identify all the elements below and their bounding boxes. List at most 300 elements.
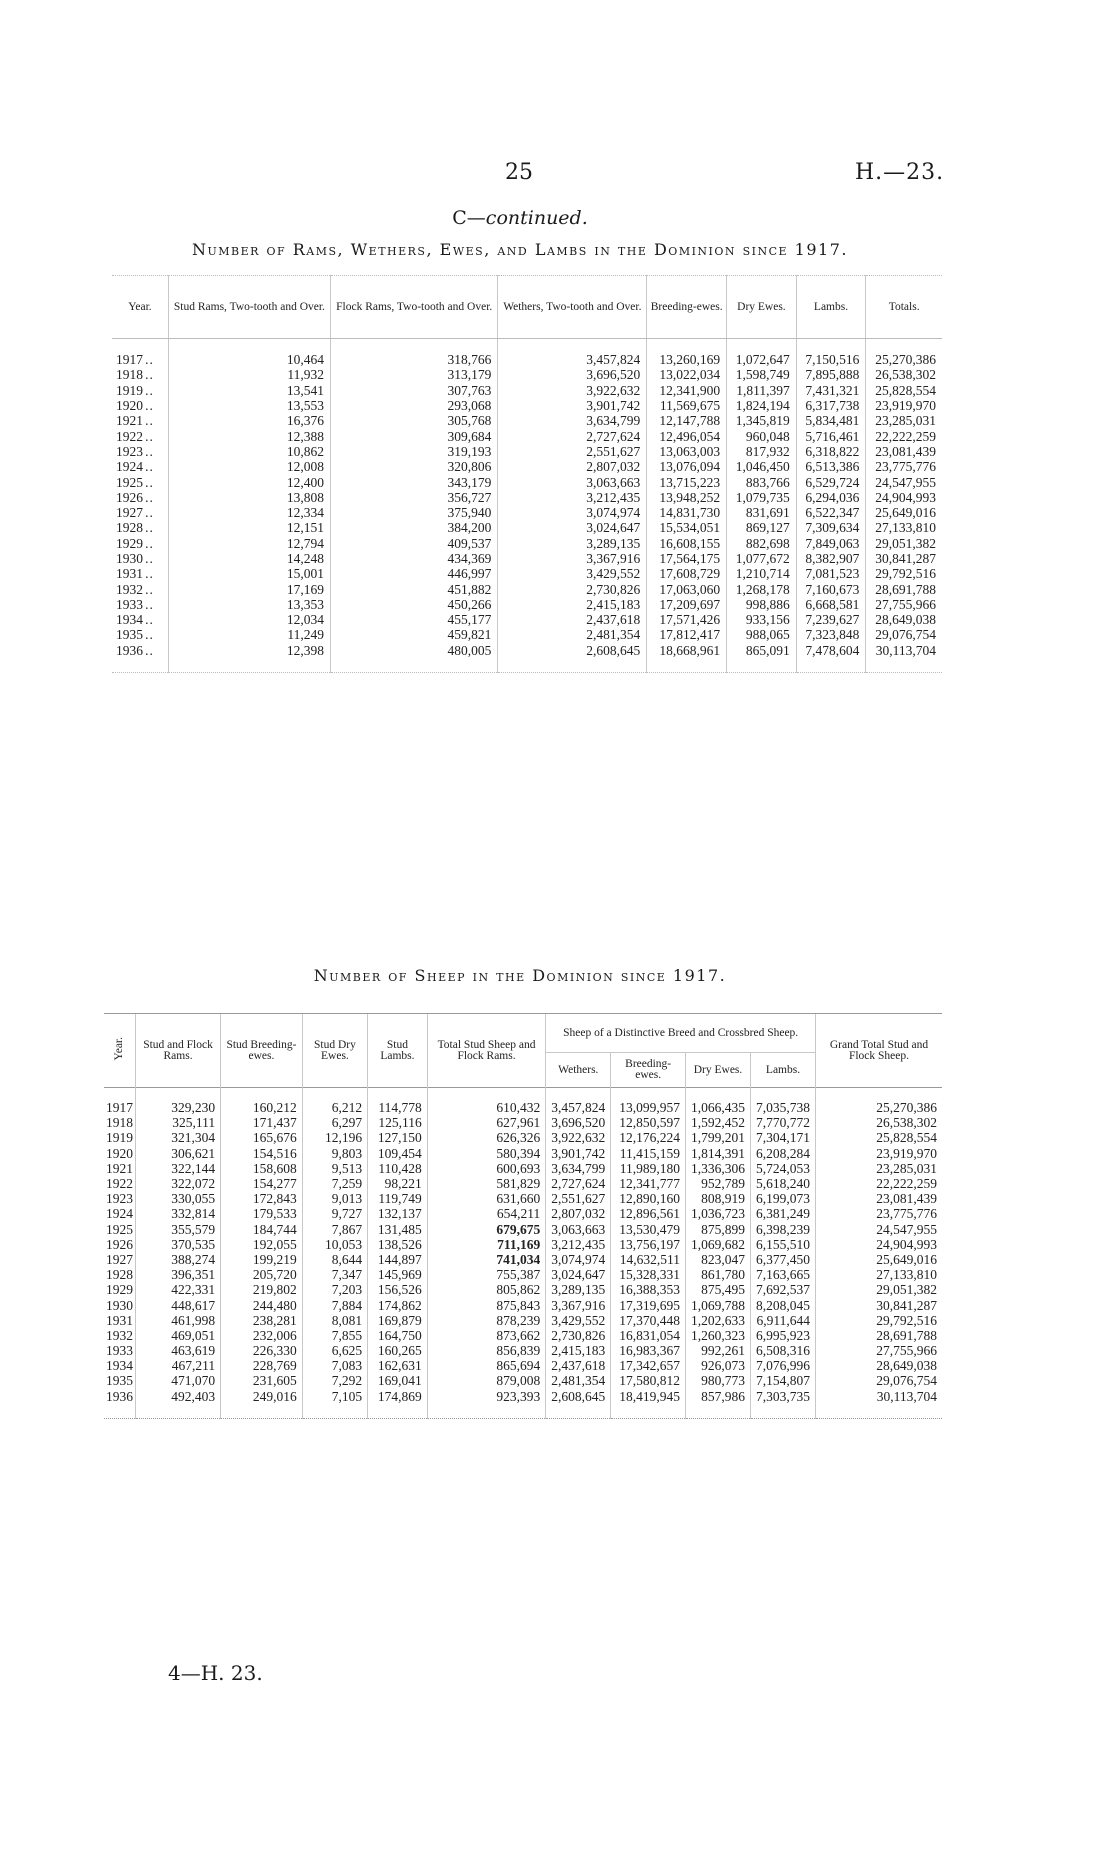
table-cell: 30,113,704 (816, 1389, 942, 1419)
leader-dots: .. (145, 459, 154, 475)
table-cell: 3,289,135 (498, 536, 647, 551)
table-cell: 25,649,016 (816, 1252, 942, 1267)
table-cell: 7,081,523 (796, 566, 866, 581)
table-row (112, 612, 942, 627)
table-cell: 3,063,663 (546, 1222, 611, 1237)
table-row (104, 1222, 942, 1237)
year-cell (112, 612, 168, 627)
table-cell: 10,464 (168, 339, 330, 368)
year-label: 1935 (116, 627, 143, 643)
leader-dots: .. (145, 474, 154, 490)
leader-dots: .. (145, 612, 154, 628)
year-label: 1926 (116, 489, 143, 505)
year-label: 1922 (116, 428, 143, 444)
table-row (104, 1373, 942, 1388)
table-cell: 12,341,777 (611, 1176, 686, 1191)
leader-dots: .. (145, 642, 154, 658)
table-cell: 446,997 (330, 566, 497, 581)
table-cell: 6,522,347 (796, 505, 866, 520)
table-cell: 6,199,073 (751, 1191, 816, 1206)
table-cell: 5,716,461 (796, 428, 866, 443)
table-cell: 3,212,435 (546, 1237, 611, 1252)
table-cell: 654,211 (427, 1206, 546, 1221)
table-cell: 480,005 (330, 643, 497, 673)
table-cell: 2,807,032 (546, 1206, 611, 1221)
table-cell: 3,289,135 (546, 1282, 611, 1297)
table-cell: 24,904,993 (866, 490, 942, 505)
table-cell: 992,261 (686, 1343, 751, 1358)
col-header-wethers: Wethers. (546, 1053, 611, 1088)
table-cell: 1,079,735 (727, 490, 797, 505)
table-row (112, 459, 942, 474)
year-cell: 1920 (106, 1145, 133, 1161)
table-cell: 610,432 (427, 1088, 546, 1116)
table-cell: 882,698 (727, 536, 797, 551)
table-cell: 7,203 (302, 1282, 367, 1297)
table-cell: 17,319,695 (611, 1297, 686, 1312)
table1-title: Number of Rams, Wethers, Ewes, and Lambs in the Dominion since 1917. (192, 240, 848, 259)
leader-dots: .. (145, 489, 154, 505)
table-cell: 343,179 (330, 474, 497, 489)
table-cell: 16,831,054 (611, 1328, 686, 1343)
table-cell: 626,326 (427, 1130, 546, 1145)
year-cell (112, 490, 168, 505)
table-cell: 451,882 (330, 581, 497, 596)
table-cell: 3,634,799 (546, 1161, 611, 1176)
table-cell: 2,551,627 (546, 1191, 611, 1206)
table-cell: 875,843 (427, 1297, 546, 1312)
table-cell: 199,219 (221, 1252, 303, 1267)
table-row (104, 1252, 942, 1267)
table-cell: 22,222,259 (866, 428, 942, 443)
table-cell: 164,750 (368, 1328, 428, 1343)
table-cell: 2,437,618 (546, 1358, 611, 1373)
table-cell: 857,986 (686, 1389, 751, 1419)
table-cell: 98,221 (368, 1176, 428, 1191)
year-cell: 1928 (106, 1267, 133, 1283)
table-cell: 27,133,810 (816, 1267, 942, 1282)
table-row (112, 627, 942, 642)
table-cell: 879,008 (427, 1373, 546, 1388)
table-cell: 2,727,624 (546, 1176, 611, 1191)
table-cell: 467,211 (136, 1358, 221, 1373)
table-cell: 15,534,051 (647, 520, 727, 535)
table-cell: 1,069,682 (686, 1237, 751, 1252)
table-row (112, 581, 942, 596)
table-cell: 12,334 (168, 505, 330, 520)
table-cell: 1,046,450 (727, 459, 797, 474)
table-cell: 219,802 (221, 1282, 303, 1297)
table-cell: 26,538,302 (816, 1115, 942, 1130)
table-cell: 2,730,826 (546, 1328, 611, 1343)
table-cell: 883,766 (727, 474, 797, 489)
table-cell: 11,569,675 (647, 398, 727, 413)
footer-reference: 4—H. 23. (168, 1661, 263, 1685)
year-cell: 1935 (106, 1373, 133, 1389)
table-cell: 114,778 (368, 1088, 428, 1116)
year-cell: 1923 (106, 1191, 133, 1207)
table-cell: 12,147,788 (647, 413, 727, 428)
leader-dots: .. (145, 413, 154, 429)
table-cell: 16,376 (168, 413, 330, 428)
year-cell: 1927 (106, 1251, 133, 1267)
col-group-distinctive-breed: Sheep of a Distinctive Breed and Crossbred Sheep. (546, 1014, 816, 1053)
table-cell: 24,547,955 (866, 474, 942, 489)
table-cell: 169,041 (368, 1373, 428, 1388)
table-cell: 422,331 (136, 1282, 221, 1297)
year-label: 1927 (116, 505, 143, 521)
table-cell: 13,099,957 (611, 1088, 686, 1116)
page-number: 25 (505, 160, 533, 185)
table-cell: 2,481,354 (498, 627, 647, 642)
table-cell: 755,387 (427, 1267, 546, 1282)
year-label: 1933 (116, 596, 143, 612)
year-cell: 1922 (106, 1176, 133, 1192)
table-cell: 109,454 (368, 1146, 428, 1161)
leader-dots: .. (145, 627, 154, 643)
year-cell: 1929 (106, 1282, 133, 1298)
year-label: 1919 (116, 382, 143, 398)
table-row (112, 413, 942, 428)
table-cell: 6,294,036 (796, 490, 866, 505)
table-cell: 293,068 (330, 398, 497, 413)
table-cell: 5,834,481 (796, 413, 866, 428)
table-cell: 7,239,627 (796, 612, 866, 627)
table-cell: 13,063,003 (647, 444, 727, 459)
leader-dots: .. (145, 382, 154, 398)
table-cell: 28,649,038 (816, 1358, 942, 1373)
table-cell: 27,755,966 (866, 597, 942, 612)
table-cell: 13,530,479 (611, 1222, 686, 1237)
table-cell: 7,105 (302, 1389, 367, 1419)
table-row (112, 428, 942, 443)
table-row (104, 1282, 942, 1297)
year-label: 1928 (116, 520, 143, 536)
col-header-grand-total: Grand Total Stud and Flock Sheep. (816, 1014, 942, 1088)
table-row (104, 1176, 942, 1191)
table-cell: 18,668,961 (647, 643, 727, 673)
year-cell (112, 643, 168, 673)
table-cell: 5,618,240 (751, 1176, 816, 1191)
table2-title: Number of Sheep in the Dominion since 1917. (313, 966, 727, 985)
table-row (112, 643, 942, 673)
table-cell: 396,351 (136, 1267, 221, 1282)
table-cell: 29,792,516 (866, 566, 942, 581)
table-cell: 952,789 (686, 1176, 751, 1191)
table-cell: 14,831,730 (647, 505, 727, 520)
table-cell: 2,807,032 (498, 459, 647, 474)
table-cell: 384,200 (330, 520, 497, 535)
table-cell: 332,814 (136, 1206, 221, 1221)
table-cell: 30,113,704 (866, 643, 942, 673)
table-cell: 13,353 (168, 597, 330, 612)
table-cell: 145,969 (368, 1267, 428, 1282)
table-cell: 7,478,604 (796, 643, 866, 673)
table-cell: 325,111 (136, 1115, 221, 1130)
table-cell: 6,513,386 (796, 459, 866, 474)
leader-dots: .. (145, 551, 154, 566)
year-label: 1932 (116, 581, 143, 597)
year-label: 1923 (116, 443, 143, 459)
leader-dots: .. (145, 352, 154, 368)
table-cell: 13,553 (168, 398, 330, 413)
table-cell: 8,208,045 (751, 1297, 816, 1312)
table-cell: 26,538,302 (866, 367, 942, 382)
table-cell: 12,850,597 (611, 1115, 686, 1130)
table-cell: 1,811,397 (727, 383, 797, 398)
table-cell: 205,720 (221, 1267, 303, 1282)
table-cell: 329,230 (136, 1088, 221, 1116)
table-row (112, 597, 942, 612)
table-cell: 471,070 (136, 1373, 221, 1388)
table-cell: 14,248 (168, 551, 330, 566)
table-cell: 1,260,323 (686, 1328, 751, 1343)
table-cell: 3,024,647 (546, 1267, 611, 1282)
table-cell: 6,508,316 (751, 1343, 816, 1358)
year-cell (112, 536, 168, 551)
table-cell: 24,547,955 (816, 1222, 942, 1237)
year-cell (112, 383, 168, 398)
table-cell: 7,431,321 (796, 383, 866, 398)
table-cell: 355,579 (136, 1222, 221, 1237)
table-row (104, 1358, 942, 1373)
table-cell: 7,259 (302, 1176, 367, 1191)
table-cell: 8,081 (302, 1313, 367, 1328)
table-cell: 7,083 (302, 1358, 367, 1373)
table-cell: 309,684 (330, 428, 497, 443)
table-cell: 7,292 (302, 1373, 367, 1388)
table-cell: 1,210,714 (727, 566, 797, 581)
table-cell: 132,137 (368, 1206, 428, 1221)
table-cell: 25,270,386 (866, 339, 942, 368)
table-cell: 7,867 (302, 1222, 367, 1237)
table-cell: 1,066,435 (686, 1088, 751, 1116)
rams-wethers-ewes-lambs-table (112, 275, 942, 673)
table-cell: 313,179 (330, 367, 497, 382)
table-cell: 808,919 (686, 1191, 751, 1206)
leader-dots: .. (145, 367, 154, 383)
table-cell: 330,055 (136, 1191, 221, 1206)
table-cell: 1,598,749 (727, 367, 797, 382)
table-cell: 988,065 (727, 627, 797, 642)
year-cell (112, 398, 168, 413)
table-cell: 1,202,633 (686, 1313, 751, 1328)
table-cell: 11,249 (168, 627, 330, 642)
table-cell: 321,304 (136, 1130, 221, 1145)
table-cell: 7,035,738 (751, 1088, 816, 1116)
table-cell: 980,773 (686, 1373, 751, 1388)
table-cell: 600,693 (427, 1161, 546, 1176)
col-header-breeding-ewes: Breeding-ewes. (611, 1053, 686, 1088)
table-row (112, 383, 942, 398)
table-cell: 3,429,552 (498, 566, 647, 581)
col-header-year: Year. (104, 1014, 136, 1088)
table-cell: 1,072,647 (727, 339, 797, 368)
table-cell: 12,034 (168, 612, 330, 627)
table-row (112, 536, 942, 551)
table-cell: 7,076,996 (751, 1358, 816, 1373)
leader-dots: .. (145, 596, 154, 612)
table-cell: 10,053 (302, 1237, 367, 1252)
table-cell: 17,342,657 (611, 1358, 686, 1373)
table-cell: 869,127 (727, 520, 797, 535)
table-cell: 1,036,723 (686, 1206, 751, 1221)
year-cell (112, 428, 168, 443)
table-cell: 865,694 (427, 1358, 546, 1373)
table-cell: 23,919,970 (866, 398, 942, 413)
table-cell: 1,069,788 (686, 1297, 751, 1312)
year-cell: 1919 (106, 1130, 133, 1146)
leader-dots: .. (145, 566, 154, 582)
table-cell: 6,377,450 (751, 1252, 816, 1267)
table-cell: 17,169 (168, 581, 330, 596)
col-header-lambs: Lambs. (796, 276, 866, 339)
table-cell: 25,828,554 (816, 1130, 942, 1145)
col-header-dry-ewes: Dry Ewes. (727, 276, 797, 339)
table-cell: 3,901,742 (546, 1146, 611, 1161)
table-cell: 450,266 (330, 597, 497, 612)
table-cell: 17,209,697 (647, 597, 727, 612)
table-cell: 25,649,016 (866, 505, 942, 520)
table-cell: 12,496,054 (647, 428, 727, 443)
table-cell: 8,382,907 (796, 551, 866, 566)
table-cell: 16,388,353 (611, 1282, 686, 1297)
table-cell: 322,072 (136, 1176, 221, 1191)
leader-dots: .. (145, 505, 154, 521)
table-cell: 2,415,183 (498, 597, 647, 612)
year-cell (112, 339, 168, 368)
year-label: 1934 (116, 612, 143, 628)
col-header-stud-rams: Stud Rams, Two-tooth and Over. (168, 276, 330, 339)
table-row (104, 1237, 942, 1252)
table-cell: 455,177 (330, 612, 497, 627)
table-cell: 923,393 (427, 1389, 546, 1419)
table-cell: 3,696,520 (546, 1115, 611, 1130)
table-cell: 165,676 (221, 1130, 303, 1145)
table-cell: 1,814,391 (686, 1146, 751, 1161)
table-cell: 15,328,331 (611, 1267, 686, 1282)
table-cell: 7,849,063 (796, 536, 866, 551)
table-cell: 25,828,554 (866, 383, 942, 398)
table-cell: 30,841,287 (866, 551, 942, 566)
table-cell: 627,961 (427, 1115, 546, 1130)
year-cell (112, 520, 168, 535)
col-header-dry-ewes: Dry Ewes. (686, 1053, 751, 1088)
table-cell: 448,617 (136, 1297, 221, 1312)
table-cell: 307,763 (330, 383, 497, 398)
table-cell: 741,034 (427, 1252, 546, 1267)
table-cell: 228,769 (221, 1358, 303, 1373)
table-cell: 12,196 (302, 1130, 367, 1145)
table-cell: 9,513 (302, 1161, 367, 1176)
leader-dots: .. (145, 398, 154, 414)
table-cell: 13,808 (168, 490, 330, 505)
table-cell: 162,631 (368, 1358, 428, 1373)
table-cell: 7,150,516 (796, 339, 866, 368)
table-cell: 28,691,788 (866, 581, 942, 596)
leader-dots: .. (145, 520, 154, 536)
year-cell: 1926 (106, 1236, 133, 1252)
table-row (112, 444, 942, 459)
table-cell: 492,403 (136, 1389, 221, 1419)
table-cell: 388,274 (136, 1252, 221, 1267)
table-cell: 13,715,223 (647, 474, 727, 489)
table-row (104, 1343, 942, 1358)
table-cell: 7,347 (302, 1267, 367, 1282)
table-cell: 6,212 (302, 1088, 367, 1116)
table-cell: 174,862 (368, 1297, 428, 1312)
table-row (104, 1328, 942, 1343)
table-cell: 174,869 (368, 1389, 428, 1419)
year-label: 1917 (116, 352, 143, 368)
table-cell: 2,437,618 (498, 612, 647, 627)
year-label: 1931 (116, 566, 143, 582)
continued-heading: C—continued. (452, 207, 588, 229)
col-header-totals: Totals. (866, 276, 942, 339)
table-row (104, 1115, 942, 1130)
table-cell: 160,212 (221, 1088, 303, 1116)
table-cell: 23,285,031 (866, 413, 942, 428)
year-label: 1930 (116, 551, 143, 566)
table-cell: 3,457,824 (498, 339, 647, 368)
table-cell: 7,884 (302, 1297, 367, 1312)
table-cell: 12,151 (168, 520, 330, 535)
table-cell: 356,727 (330, 490, 497, 505)
table-cell: 127,150 (368, 1130, 428, 1145)
table-cell: 131,485 (368, 1222, 428, 1237)
table-cell: 12,794 (168, 536, 330, 551)
year-cell: 1924 (106, 1206, 133, 1222)
table-cell: 2,551,627 (498, 444, 647, 459)
table-cell: 3,922,632 (546, 1130, 611, 1145)
table-row (104, 1130, 942, 1145)
col-header-stud-breeding-ewes: Stud Breeding-ewes. (221, 1014, 303, 1088)
table-row (104, 1297, 942, 1312)
table-cell: 29,051,382 (816, 1282, 942, 1297)
year-cell (112, 474, 168, 489)
table-cell: 370,535 (136, 1237, 221, 1252)
table-cell: 13,756,197 (611, 1237, 686, 1252)
leader-dots: .. (145, 443, 154, 459)
year-cell (112, 367, 168, 382)
table-cell: 6,398,239 (751, 1222, 816, 1237)
table-cell: 160,265 (368, 1343, 428, 1358)
table-cell: 5,724,053 (751, 1161, 816, 1176)
table-cell: 6,297 (302, 1115, 367, 1130)
table-cell: 29,076,754 (866, 627, 942, 642)
table-cell: 12,400 (168, 474, 330, 489)
table-cell: 226,330 (221, 1343, 303, 1358)
table-row (112, 551, 942, 566)
table-cell: 30,841,287 (816, 1297, 942, 1312)
table-cell: 18,419,945 (611, 1389, 686, 1419)
table-cell: 144,897 (368, 1252, 428, 1267)
table-cell: 873,662 (427, 1328, 546, 1343)
table-cell: 11,932 (168, 367, 330, 382)
table-cell: 17,571,426 (647, 612, 727, 627)
year-label: 1921 (116, 413, 143, 429)
table-cell: 9,803 (302, 1146, 367, 1161)
table-cell: 7,163,665 (751, 1267, 816, 1282)
col-header-stud-flock-rams: Stud and Flock Rams. (136, 1014, 221, 1088)
year-cell: 1930 (106, 1297, 133, 1313)
leader-dots: .. (145, 428, 154, 444)
table-row (104, 1161, 942, 1176)
table-cell: 581,829 (427, 1176, 546, 1191)
table-cell: 10,862 (168, 444, 330, 459)
table-cell: 998,886 (727, 597, 797, 612)
table-cell: 14,632,511 (611, 1252, 686, 1267)
